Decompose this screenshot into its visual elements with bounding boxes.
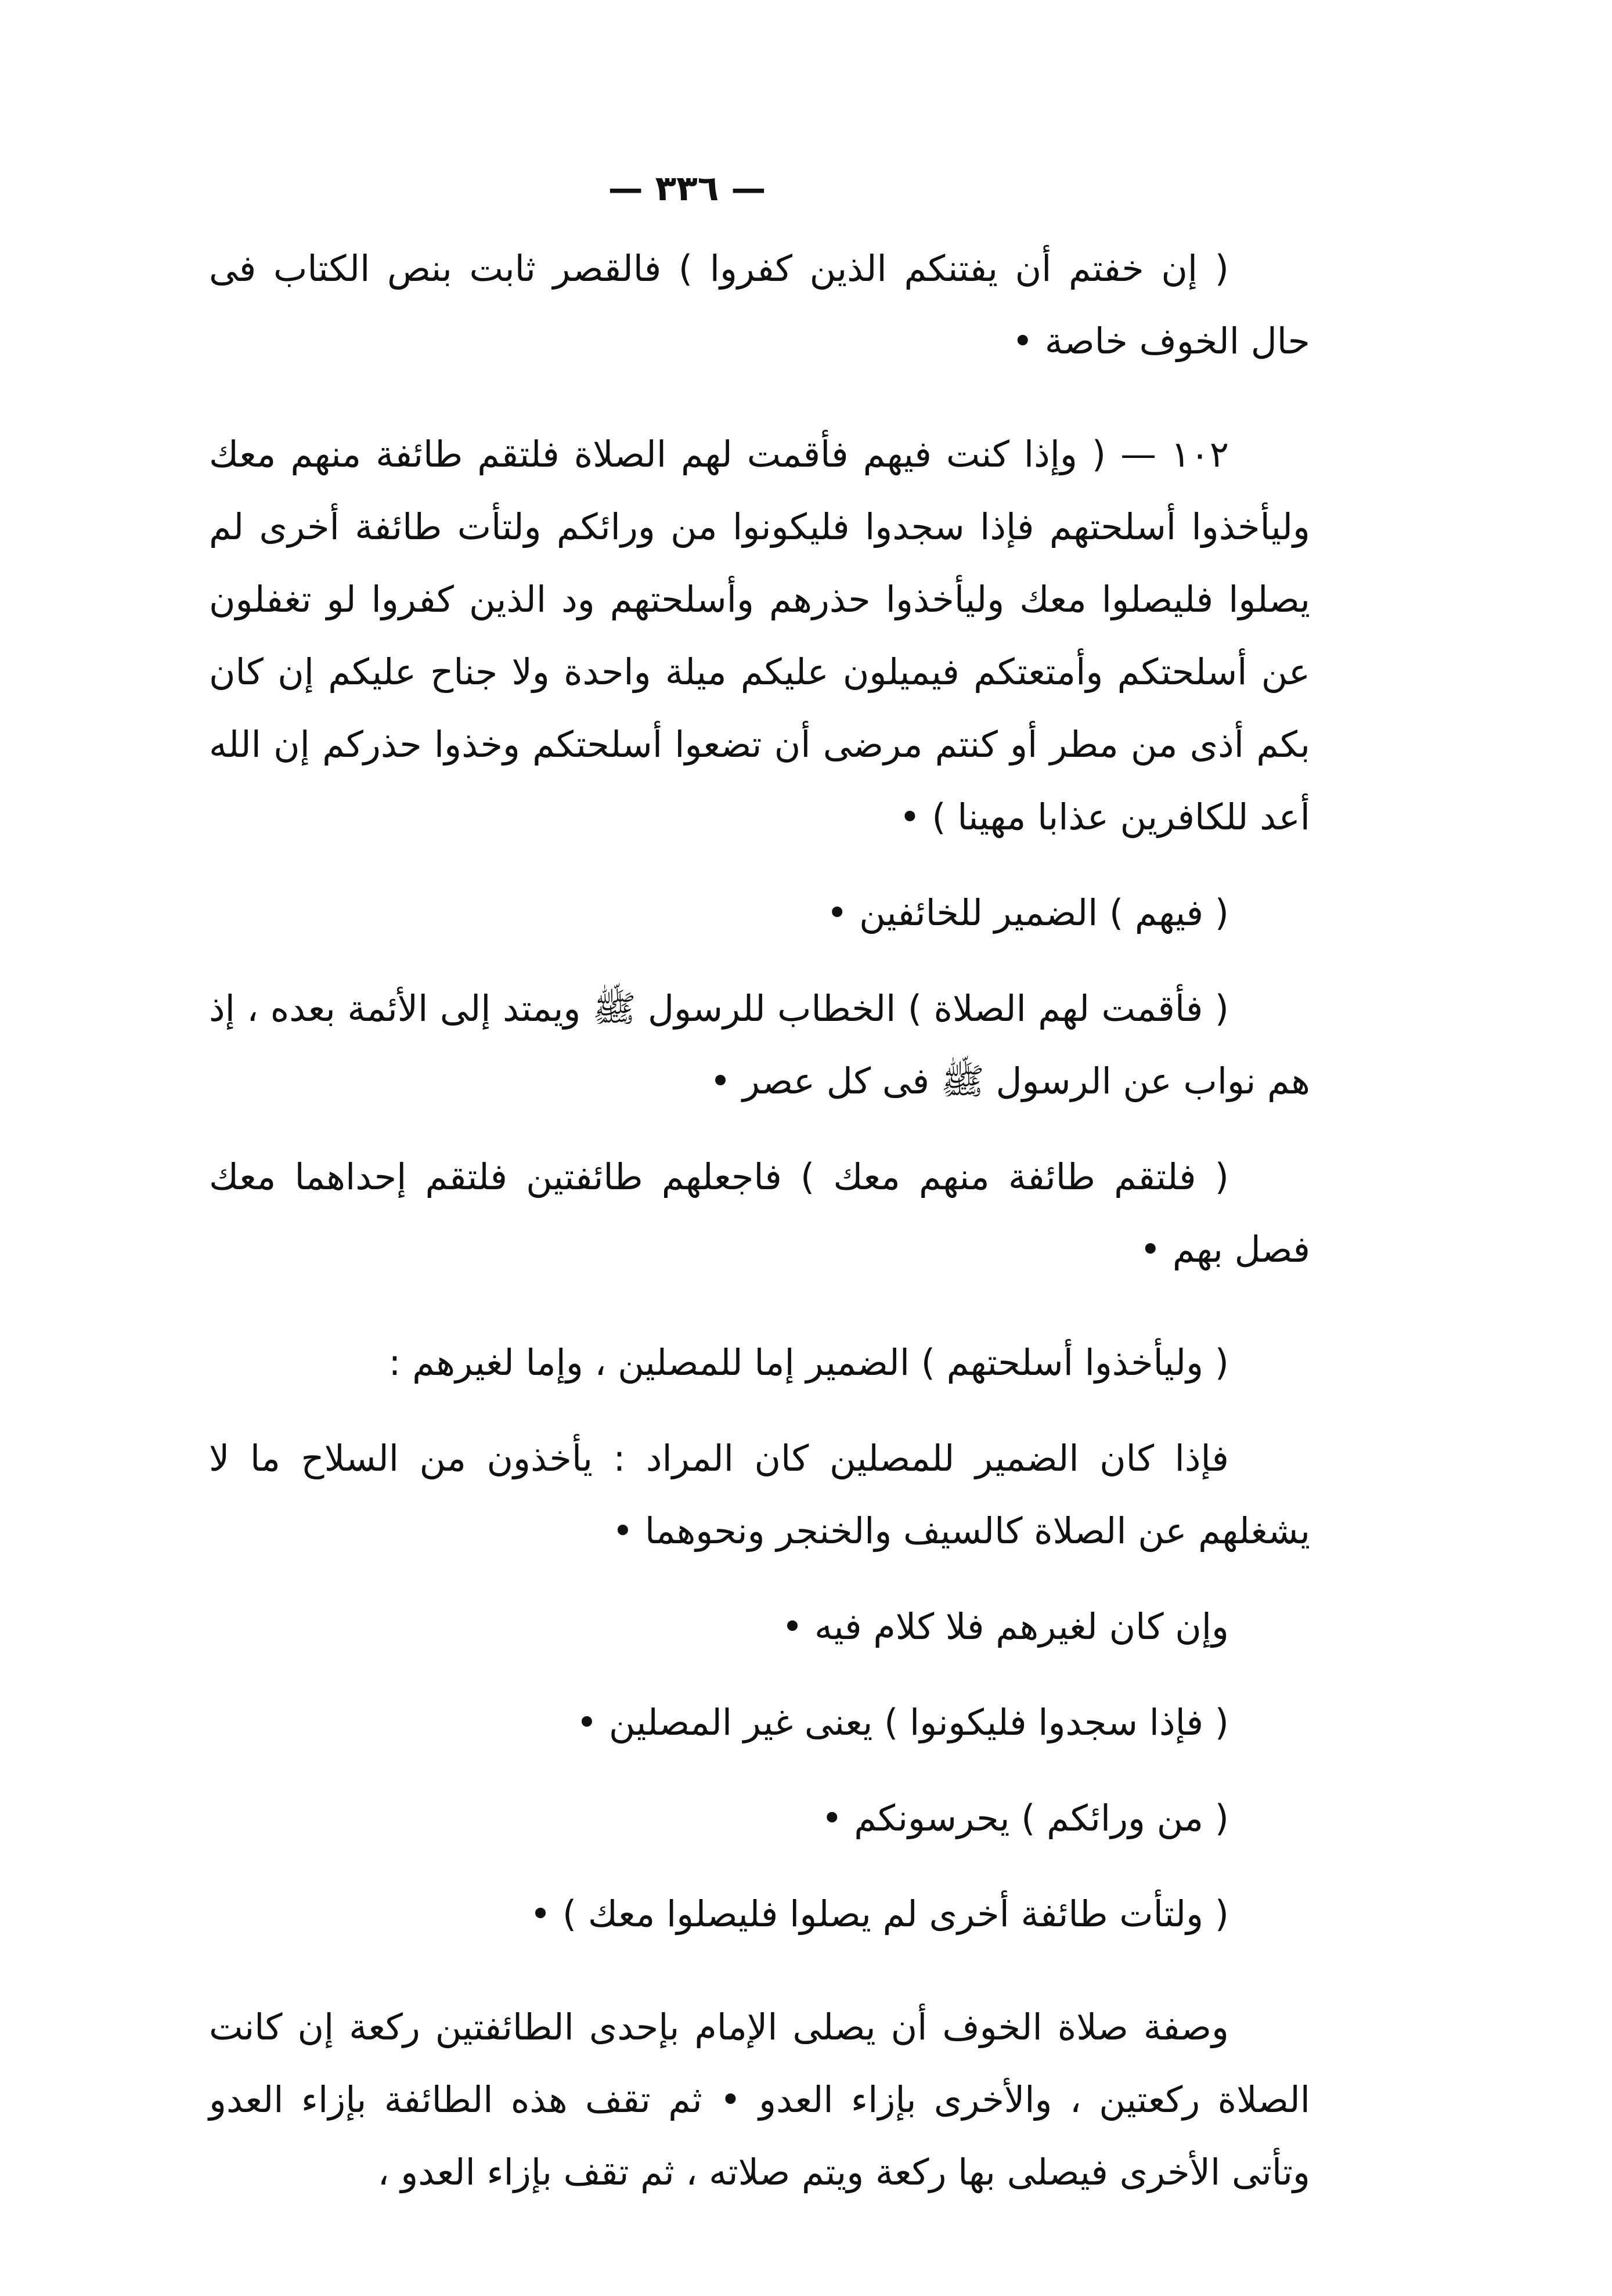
page-number: — ٣٣٦ — (608, 168, 766, 209)
paragraph-fa-aqamta: ( فأقمت لهم الصلاة ) الخطاب للرسول ﷺ ويمتد إلى الأئمة بعده ، إذ هم نواب عن الرسول ﷺ فى كل عصر • (209, 987, 1310, 1102)
paragraph-fihim: ( فيهم ) الضمير للخائفين • (826, 891, 1229, 934)
paragraph-verse-102: ١٠٢ — ( وإذا كنت فيهم فأقمت لهم الصلاة فلتقم طائفة منهم معك وليأخذوا أسلحتهم فإذا سجدوا فليكونوا من ورائكم ولتأت طائفة أخرى لم يصلوا فليصلوا معك وليأخذوا حذرهم وأسلحتهم ود الذين كفروا لو تغفلون عن أسلحتكم وأمتعتكم فيميلون عليكم ميلة واحدة ولا جناح عليكم إن كان بكم أذى من مطر أو كنتم مرضى أن تضعوا أسلحتكم وخذوا حذركم إن الله أعد للكافرين عذابا مهينا ) • (209, 433, 1310, 838)
paragraph-min-wara-ikum: ( من ورائكم ) يحرسونكم • (821, 1797, 1229, 1839)
paragraph-lil-musallin: فإذا كان الضمير للمصلين كان المراد : يأخذون من السلاح ما لا يشغلهم عن الصلاة كالسيف والخنجر ونحوهما • (209, 1437, 1310, 1552)
paragraph-sifat-salat-al-khawf: وصفة صلاة الخوف أن يصلى الإمام بإحدى الطائفتين ركعة إن كانت الصلاة ركعتين ، والأخرى بإزاء العدو • ثم تقف هذه الطائفة بإزاء العدو وتأتى الأخرى فيصلى بها ركعة ويتم صلاته ، ثم تقف بإزاء العدو ، (209, 2006, 1310, 2193)
body-text (209, 232, 1310, 2208)
paragraph-waltati: ( ولتأت طائفة أخرى لم يصلوا فليصلوا معك ) • (529, 1893, 1229, 1935)
paragraph-fa-idha-sajadu: ( فإذا سجدوا فليكونوا ) يعنى غير المصلين • (576, 1701, 1229, 1743)
paragraph-faltaqum: ( فلتقم طائفة منهم معك ) فاجعلهم طائفتين فلتقم إحداهما معك فصل بهم • (209, 1156, 1310, 1270)
paragraph-li-ghayrihim: وإن كان لغيرهم فلا كلام فيه • (781, 1605, 1229, 1648)
paragraph-walya-khudhu: ( وليأخذوا أسلحتهم ) الضمير إما للمصلين ، وإما لغيرهم : (388, 1341, 1229, 1384)
paragraph-1: ( إن خفتم أن يفتنكم الذين كفروا ) فالقصر ثابت بنص الكتاب فى حال الخوف خاصة • (209, 247, 1310, 362)
